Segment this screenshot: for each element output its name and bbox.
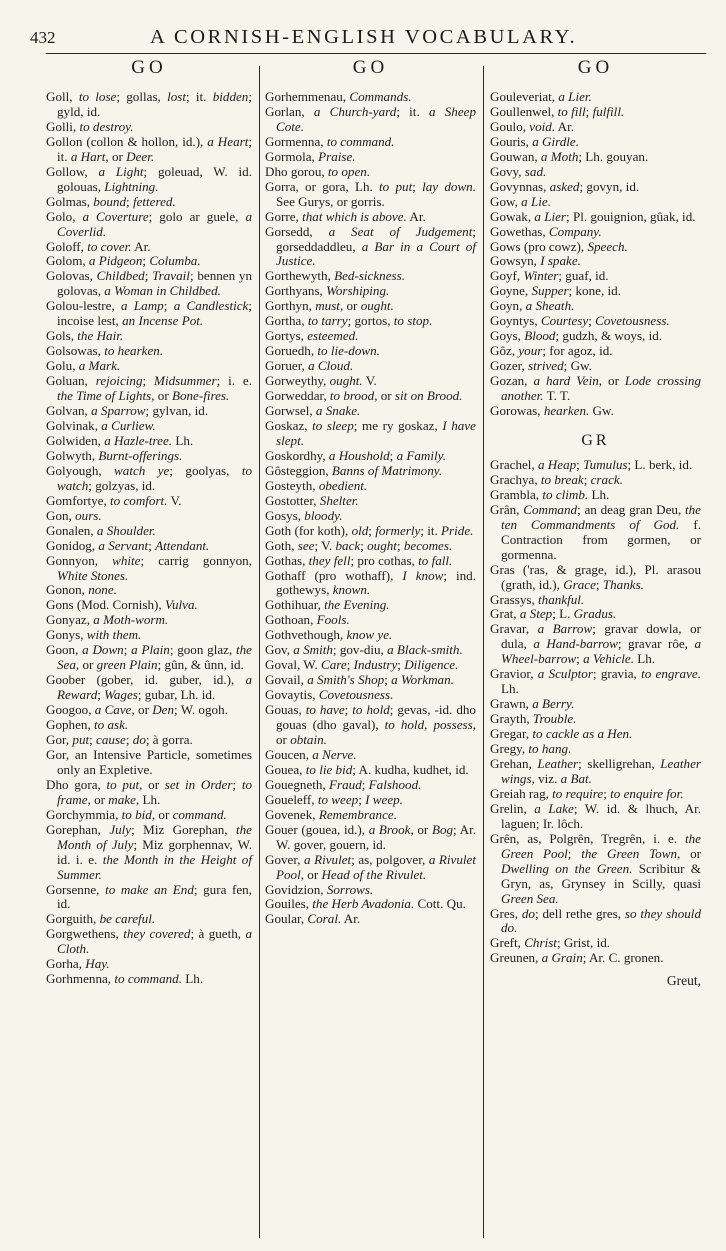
vocabulary-entry: Gortha, to tarry; gortos, to stop. [265, 313, 433, 329]
vocabulary-entry: Golyough, watch ye; goolyas, to watch; golzyas, id. [46, 462, 252, 493]
vocabulary-entry: Goluan, rejoicing; Midsummer; i. e. the Time of Lights, or Bone-fires. [46, 373, 252, 404]
vocabulary-entry: Golom, a Pidgeon; Columba. [46, 253, 201, 269]
vocabulary-entry: Goucen, a Nerve. [265, 746, 357, 762]
vocabulary-entry: Grân, Command; an deag gran Deu, the ten Commandments of God. f. Contraction from gormen, or gormenna. [490, 501, 701, 562]
column-head-1: GO [131, 57, 167, 78]
vocabulary-entry: Gorsenne, to make an End; gura fen, id. [46, 881, 252, 912]
vocabulary-entry: Govy, sad. [490, 163, 547, 179]
vocabulary-entry: Golou-lestre, a Lamp; a Candlestick; incoise lest, an Incense Pot. [46, 298, 253, 329]
vocabulary-entry: Gouer (gouea, id.), a Brook, or Bog; Ar. W. gover, gouern, id. [265, 821, 476, 852]
vocabulary-entry: Gravar, a Barrow; gravar dowla, or dula, a Hand-barrow; gravar rôe, a Wheel-barrow; a Vehicle. Lh. [490, 621, 701, 667]
vocabulary-entry: Gorthyans, Worshiping. [265, 283, 390, 299]
vocabulary-entry: Grachel, a Heap; Tumulus; L. berk, id. [490, 456, 693, 472]
vocabulary-entry: Goular, Coral. Ar. [265, 911, 361, 927]
vocabulary-entry: Goruer, a Cloud. [265, 358, 354, 374]
catchword: Greut, [666, 973, 701, 989]
vocabulary-entry: Goskordhy, a Houshold; a Family. [265, 447, 447, 463]
vocabulary-entry: Golovas, Childbed; Travail; bennen yn golovas, a Woman in Childbed. [46, 268, 252, 299]
running-title: A CORNISH-ENGLISH VOCABULARY. [150, 26, 578, 48]
column-head-3: GO [577, 57, 614, 78]
vocabulary-entry: Grehan, Leather; skelligrehan, Leather wings, viz. a Bat. [490, 755, 701, 786]
column-3-gr-entries [490, 458, 701, 966]
vocabulary-entry: Gow, a Lie. [490, 193, 551, 209]
vocabulary-entry: Golwyth, Burnt-offerings. [46, 447, 183, 463]
vocabulary-entry: Gonyaz, a Moth-worm. [46, 612, 169, 628]
vocabulary-entry: Gols, the Hair. [46, 328, 124, 344]
vocabulary-entry: Gostotter, Shelter. [265, 492, 359, 508]
column-1 [46, 90, 252, 987]
section-heading-gr: GR [581, 431, 610, 449]
vocabulary-entry: Gres, do; dell rethe gres, so they should do. [490, 905, 701, 936]
vocabulary-entry: Gothas, they fell; pro cothas, to fall. [265, 552, 453, 568]
vocabulary-entry: Golvan, a Sparrow; gylvan, id. [46, 403, 209, 419]
column-divider-1 [259, 66, 260, 1238]
vocabulary-entry: Govynnas, asked; govyn, id. [490, 178, 640, 194]
vocabulary-entry: Grat, a Step; L. Gradus. [490, 606, 617, 622]
vocabulary-entry: Goys, Blood; gudzh, & woys, id. [490, 328, 663, 344]
vocabulary-entry: Gozan, a hard Vein, or Lode crossing another. T. T. [490, 373, 701, 404]
vocabulary-entry: Gozer, strived; Gw. [490, 358, 592, 374]
vocabulary-entry: Gonalen, a Shoulder. [46, 522, 156, 538]
vocabulary-entry: Goloff, to cover. Ar. [46, 238, 151, 254]
vocabulary-entry: Golmas, bound; fettered. [46, 193, 176, 209]
vocabulary-entry: Goruedh, to lie-down. [265, 343, 380, 359]
vocabulary-entry: Gows (pro cowz), Speech. [490, 238, 628, 254]
vocabulary-entry: Gollon (collon & hollon, id.), a Heart; it. a Hart, or Deer. [46, 133, 252, 164]
vocabulary-entry: Goyn, a Sheath. [490, 298, 575, 314]
column-3-go-entries [490, 90, 701, 419]
vocabulary-entry: Greft, Christ; Grist, id. [490, 935, 611, 951]
vocabulary-entry: Gowak, a Lier; Pl. gouignion, gûak, id. [490, 208, 696, 224]
vocabulary-entry: Grambla, to climb. Lh. [490, 486, 610, 502]
column-divider-2 [483, 66, 484, 1238]
vocabulary-entry: Gorthyn, must, or ought. [265, 298, 394, 314]
vocabulary-entry: Goyne, Supper; kone, id. [490, 283, 621, 299]
vocabulary-entry: Gonys, with them. [46, 627, 142, 643]
vocabulary-entry: Goullenwel, to fill; fulfill. [490, 103, 625, 119]
column-3 [490, 90, 701, 989]
vocabulary-entry: Gover, a Rivulet; as, polgover, a Rivulet Pool, or Head of the Rivulet. [265, 851, 476, 882]
vocabulary-entry: Gravior, a Sculptor; gravia, to engrave. Lh. [490, 666, 701, 697]
vocabulary-entry: Gregar, to cackle as a Hen. [490, 726, 633, 742]
vocabulary-entry: Golli, to destroy. [46, 118, 134, 134]
vocabulary-entry: Gor, put; cause; do; à gorra. [46, 731, 193, 747]
vocabulary-entry: Gôz, your; for agoz, id. [490, 343, 613, 359]
vocabulary-entry: Gomfortye, to comfort. V. [46, 492, 182, 508]
vocabulary-entry: Goober (gober, id. guber, id.), a Reward; Wages; gubar, Lh. id. [46, 672, 252, 703]
vocabulary-entry: Golu, a Mark. [46, 358, 121, 374]
vocabulary-entry: Gonnyon, white; carrig gonnyon, White Stones. [46, 552, 252, 583]
vocabulary-entry: Gouegneth, Fraud; Falshood. [265, 776, 422, 792]
vocabulary-entry: Gothaff (pro wothaff), I know; ind. gothewys, known. [265, 567, 476, 598]
vocabulary-entry: Gouiles, the Herb Avadonia. Cott. Qu. [265, 896, 466, 912]
vocabulary-entry: Gov, a Smith; gov-diu, a Black-smith. [265, 642, 463, 658]
vocabulary-entry: Grawn, a Berry. [490, 696, 575, 712]
vocabulary-entry: Gouwan, a Moth; Lh. gouyan. [490, 148, 649, 164]
vocabulary-entry: Gouas, to have; to hold; gevas, -id. dho gouas (dho gaval), to hold, possess, or obtain. [265, 702, 477, 747]
vocabulary-entry: Gorhemmenau, Commands. [265, 89, 412, 104]
vocabulary-entry: Govail, a Smith's Shop; a Workman. [265, 672, 454, 688]
vocabulary-entry: Gosys, bloody. [265, 507, 343, 523]
vocabulary-entry: Gorhmenna, to command. Lh. [46, 971, 204, 987]
vocabulary-entry: Grayth, Trouble. [490, 711, 577, 727]
vocabulary-entry: Golo, a Coverture; golo ar guele, a Coverlid. [46, 208, 252, 239]
vocabulary-entry: Gortys, esteemed. [265, 328, 359, 344]
vocabulary-entry: Grelin, a Lake; W. id. & lhuch, Ar. laguen; Ir. lôch. [490, 800, 701, 831]
vocabulary-entry: Gothoan, Fools. [265, 612, 350, 628]
vocabulary-entry: Gor, an Intensive Particle, sometimes only an Expletive. [46, 746, 252, 777]
vocabulary-entry: Gorsedd, a Seat of Judgement; gorseddaddleu, a Bar in a Court of Justice. [265, 223, 476, 269]
vocabulary-entry: Gophen, to ask. [46, 717, 129, 733]
vocabulary-entry: Dho gora, to put, or set in Order; to frame, or make, Lh. [46, 776, 252, 807]
vocabulary-entry: Govaytis, Covetousness. [265, 687, 394, 703]
vocabulary-entry: Gormola, Praise. [265, 148, 356, 164]
vocabulary-entry: Gregy, to hang. [490, 741, 572, 757]
vocabulary-entry: Goyntys, Courtesy; Covetousness. [490, 313, 670, 329]
vocabulary-entry: Grachya, to break; crack. [490, 471, 623, 487]
vocabulary-entry: Gouris, a Girdle. [490, 133, 579, 149]
vocabulary-entry: Goth (for koth), old; formerly; it. Pride. [265, 522, 474, 538]
vocabulary-entry: Goll, to lose; gollas, lost; it. bidden; gyld, id. [46, 89, 252, 119]
vocabulary-entry: Greunen, a Grain; Ar. C. gronen. [490, 950, 664, 966]
vocabulary-entry: Gorthewyth, Bed-sickness. [265, 268, 406, 284]
vocabulary-entry: Gonidog, a Servant; Attendant. [46, 537, 210, 553]
vocabulary-entry: Gorwsel, a Snake. [265, 403, 361, 419]
vocabulary-entry: Gormenna, to command. [265, 133, 395, 149]
vocabulary-entry: Goskaz, to sleep; me ry goskaz, I have slept. [265, 417, 476, 448]
column-head-2: GO [352, 57, 389, 78]
vocabulary-entry: Googoo, a Cave, or Den; W. ogoh. [46, 702, 228, 718]
vocabulary-entry: Gothihuar, the Evening. [265, 597, 390, 613]
vocabulary-entry: Gorweythy, ought. V. [265, 373, 377, 389]
vocabulary-entry: Gorweddar, to brood, or sit on Brood. [265, 388, 463, 404]
vocabulary-entry: Gorguith, be careful. [46, 911, 156, 927]
vocabulary-entry: Golwiden, a Hazle-tree. Lh. [46, 432, 194, 448]
vocabulary-entry: Gosteyth, obedient. [265, 477, 368, 493]
vocabulary-entry: Goueleff, to weep; I weep. [265, 791, 403, 807]
vocabulary-entry: Goth, see; V. back; ought; becomes. [265, 537, 453, 553]
vocabulary-entry: Gorgwethens, they covered; à gueth, a Cloth. [46, 926, 253, 957]
vocabulary-entry: Gôsteggion, Banns of Matrimony. [265, 462, 443, 478]
vocabulary-entry: Gollow, a Light; goleuad, W. id. golouas, Lightning. [46, 163, 252, 194]
vocabulary-entry: Gon, ours. [46, 507, 102, 523]
vocabulary-entry: Gowsyn, I spake. [490, 253, 581, 269]
vocabulary-entry: Dho gorou, to open. [265, 163, 371, 179]
vocabulary-entry: Gothvethough, know ye. [265, 627, 393, 643]
header-rule [46, 53, 706, 54]
vocabulary-entry: Goulo, void. Ar. [490, 118, 575, 134]
vocabulary-entry: Gons (Mod. Cornish), Vulva. [46, 597, 198, 613]
vocabulary-entry: Gorre, that which is above. Ar. [265, 208, 426, 224]
vocabulary-entry: Gouleveriat, a Lier. [490, 89, 592, 104]
page-number: 432 [30, 28, 56, 47]
vocabulary-entry: Gorowas, hearken. Gw. [490, 403, 614, 419]
vocabulary-entry: Gouea, to lie bid; A. kudha, kudhet, id. [265, 761, 469, 777]
vocabulary-entry: Gowethas, Company. [490, 223, 602, 239]
vocabulary-entry: Gorchymmia, to bid, or command. [46, 806, 227, 822]
vocabulary-entry: Gras ('ras, & grage, id.), Pl. arasou (grath, id.), Grace; Thanks. [490, 561, 701, 592]
vocabulary-entry: Golsowas, to hearken. [46, 343, 164, 359]
vocabulary-entry: Golvinak, a Curliew. [46, 417, 156, 433]
vocabulary-entry: Gorephan, July; Miz Gorephan, the Month of July; Miz gorphennav, W. id. i. e. the Month in the Height of Summer. [46, 821, 252, 882]
column-2 [265, 90, 476, 927]
vocabulary-entry: Grassys, thankful. [490, 591, 585, 607]
vocabulary-entry: Gorha, Hay. [46, 956, 110, 972]
vocabulary-entry: Goyf, Winter; guaf, id. [490, 268, 609, 284]
vocabulary-entry: Govenek, Remembrance. [265, 806, 397, 822]
vocabulary-entry: Gorra, or gora, Lh. to put; lay down. See Gurys, or gorris. [265, 178, 476, 209]
vocabulary-entry: Goval, W. Care; Industry; Diligence. [265, 657, 459, 673]
vocabulary-entry: Grên, as, Polgrên, Tregrên, i. e. the Green Pool; the Green Town, or Dwelling on the Green. Scribitur & Gryn, as, Grynsey in Scilly, quasi Green Sea. [490, 830, 701, 906]
vocabulary-entry: Gonon, none. [46, 582, 117, 598]
vocabulary-entry: Govidzion, Sorrows. [265, 881, 374, 897]
vocabulary-entry: Greiah rag, to require; to enquire for. [490, 785, 684, 801]
vocabulary-entry: Goon, a Down; a Plain; goon glaz, the Sea, or green Plain; gûn, & ûnn, id. [46, 642, 252, 673]
vocabulary-entry: Gorlan, a Church-yard; it. a Sheep Cote. [265, 103, 476, 134]
